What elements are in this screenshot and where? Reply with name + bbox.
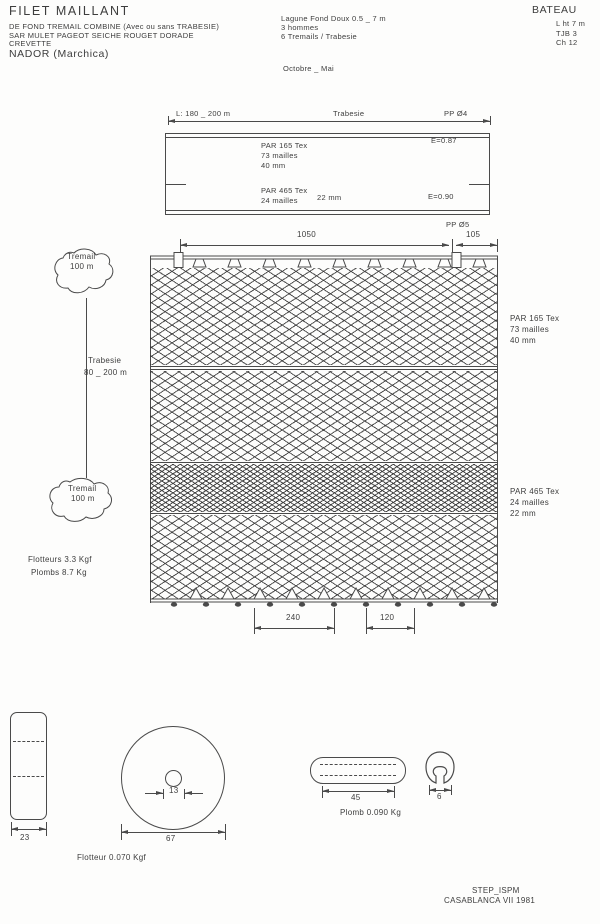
environment-note-3: 6 Tremails / Trabesie — [281, 32, 357, 41]
floats-weight-label: Flotteurs 3.3 Kgf — [28, 555, 92, 564]
lead-ring-view — [425, 751, 455, 785]
plan-length-dim-label: L: 180 _ 200 m — [176, 109, 231, 118]
footrope-with-leads — [150, 586, 498, 612]
net-panel-40mm-b — [150, 371, 497, 461]
right-lower-mesh: 22 mm — [510, 509, 536, 518]
environment-note-2: 3 hommes — [281, 23, 319, 32]
net-dim-right-label: 105 — [466, 230, 481, 239]
tremail-bottom-label-1: Tremail — [68, 484, 97, 493]
location-label: NADOR (Marchica) — [9, 48, 110, 60]
net-dim-tick-1 — [180, 239, 181, 252]
trabesie-connector-line — [86, 298, 87, 478]
lead-len-dim-tick-r — [394, 786, 395, 798]
doc-title: FILET MAILLANT — [9, 4, 130, 18]
plan-lower-mailles: 24 mailles — [261, 196, 298, 205]
float-side-dim-tick-r — [46, 822, 47, 836]
footer-place-date: CASABLANCA VII 1981 — [444, 896, 536, 905]
lead-side-view — [310, 757, 406, 784]
net-dim-tick-3 — [497, 239, 498, 252]
float-center-hole — [165, 770, 182, 787]
doc-subtitle-3: CREVETTE — [9, 39, 52, 48]
net-dim-main-label: 1050 — [297, 230, 316, 239]
net-right-selvedge — [497, 256, 498, 603]
headrope-with-floats — [150, 252, 498, 268]
right-lower-mailles: 24 mailles — [510, 498, 550, 507]
lead-caption: Plomb 0.090 Kg — [340, 808, 402, 817]
plan-lower-mesh: 22 mm — [317, 193, 342, 202]
tremail-bottom-label-2: 100 m — [71, 494, 95, 503]
right-upper-mailles: 73 mailles — [510, 325, 550, 334]
net-panel-separator-1a — [150, 366, 497, 367]
leads-weight-label: Plombs 8.7 Kg — [31, 568, 87, 577]
net-panel-22mm — [150, 464, 497, 512]
lead-len-dim-label: 45 — [351, 793, 361, 802]
footer-org: STEP_ISPM — [472, 886, 520, 895]
lead-ring-dim-tick-r — [451, 785, 452, 795]
plan-upper-mesh: 40 mm — [261, 161, 286, 170]
lead-dash-2 — [320, 775, 396, 776]
plan-pp-top-label: PP Ø4 — [444, 109, 468, 118]
float-side-view — [10, 712, 47, 820]
net-panel-separator-1b — [150, 369, 497, 370]
net-panel-separator-2 — [150, 462, 497, 463]
boat-spec-1: L ht 7 m — [556, 19, 586, 28]
tremail-top-label-2: 100 m — [70, 262, 94, 271]
plan-upper-tex: PAR 165 Tex — [261, 141, 308, 150]
environment-note-1: Lagune Fond Doux 0.5 _ 7 m — [281, 14, 386, 23]
lead-ring-dim-line — [429, 790, 451, 791]
float-side-dash-1 — [13, 741, 44, 742]
net-panel-40mm-a — [150, 268, 497, 365]
lead-spacing-line-2 — [366, 628, 414, 629]
lead-spacing-label-2: 120 — [380, 613, 395, 622]
lead-dim-tick-1 — [254, 608, 255, 634]
plan-dim-tick-left — [168, 116, 169, 125]
float-side-dim-line — [11, 829, 46, 830]
net-dim-main-line — [180, 245, 449, 246]
plan-lower-hanging-ratio: E=0.90 — [428, 192, 454, 201]
doc-subtitle-1: DE FOND TREMAIL COMBINE (Avec ou sans TRABESIE) — [9, 22, 220, 31]
net-dim-right-line — [456, 245, 497, 246]
lead-ring-dim-label: 6 — [437, 792, 442, 801]
plan-panel-split-left — [166, 184, 186, 185]
float-hole-dim-label: 13 — [169, 786, 179, 795]
lead-len-dim-line — [322, 791, 394, 792]
lead-dash-1 — [320, 764, 396, 765]
plan-trabesie-label: Trabesie — [333, 109, 365, 118]
float-hole-dim-arrow-l — [145, 793, 163, 794]
float-dia-dim-line — [121, 832, 225, 833]
plan-upper-hanging-ratio: E=0.87 — [431, 136, 457, 145]
plan-footrope-inner-line — [166, 210, 489, 211]
boat-spec-3: Ch 12 — [556, 38, 578, 47]
season-note: Octobre _ Mai — [283, 64, 335, 73]
float-side-dim-label: 23 — [20, 833, 30, 842]
float-caption: Flotteur 0.070 Kgf — [77, 853, 146, 862]
plan-dim-tick-right — [490, 116, 491, 125]
float-side-dash-2 — [13, 776, 44, 777]
lead-spacing-line-1 — [254, 628, 334, 629]
lead-dim-tick-4 — [414, 608, 415, 634]
float-dia-dim-label: 67 — [166, 834, 176, 843]
right-upper-tex: PAR 165 Tex — [510, 314, 560, 323]
lead-spacing-label-1: 240 — [286, 613, 301, 622]
float-hole-dim-arrow-r — [185, 793, 203, 794]
boat-title: BATEAU — [532, 4, 577, 16]
right-lower-tex: PAR 465 Tex — [510, 487, 560, 496]
plan-upper-mailles: 73 mailles — [261, 151, 298, 160]
lead-dim-tick-3 — [366, 608, 367, 634]
net-dim-tick-2 — [452, 239, 453, 252]
net-panel-separator-3 — [150, 513, 497, 514]
lead-dim-tick-2 — [334, 608, 335, 634]
plan-lower-tex: PAR 465 Tex — [261, 186, 308, 195]
plan-pp-bottom-label: PP Ø5 — [446, 220, 470, 229]
float-dia-dim-tick-r — [225, 824, 226, 840]
boat-spec-2: TJB 3 — [556, 28, 578, 38]
plan-length-dim-line — [168, 121, 490, 122]
float-hole-dim-tick-l — [163, 789, 164, 799]
plan-strip-outline — [165, 133, 490, 215]
plan-panel-split-right — [469, 184, 489, 185]
right-upper-mesh: 40 mm — [510, 336, 536, 345]
tremail-top-label-1: Tremail — [67, 252, 96, 261]
trabesie-label-2: 80 _ 200 m — [84, 368, 128, 377]
doc-subtitle-2: SAR MULET PAGEOT SEICHE ROUGET DORADE — [9, 30, 194, 40]
trabesie-label-1: Trabesie — [88, 356, 122, 365]
